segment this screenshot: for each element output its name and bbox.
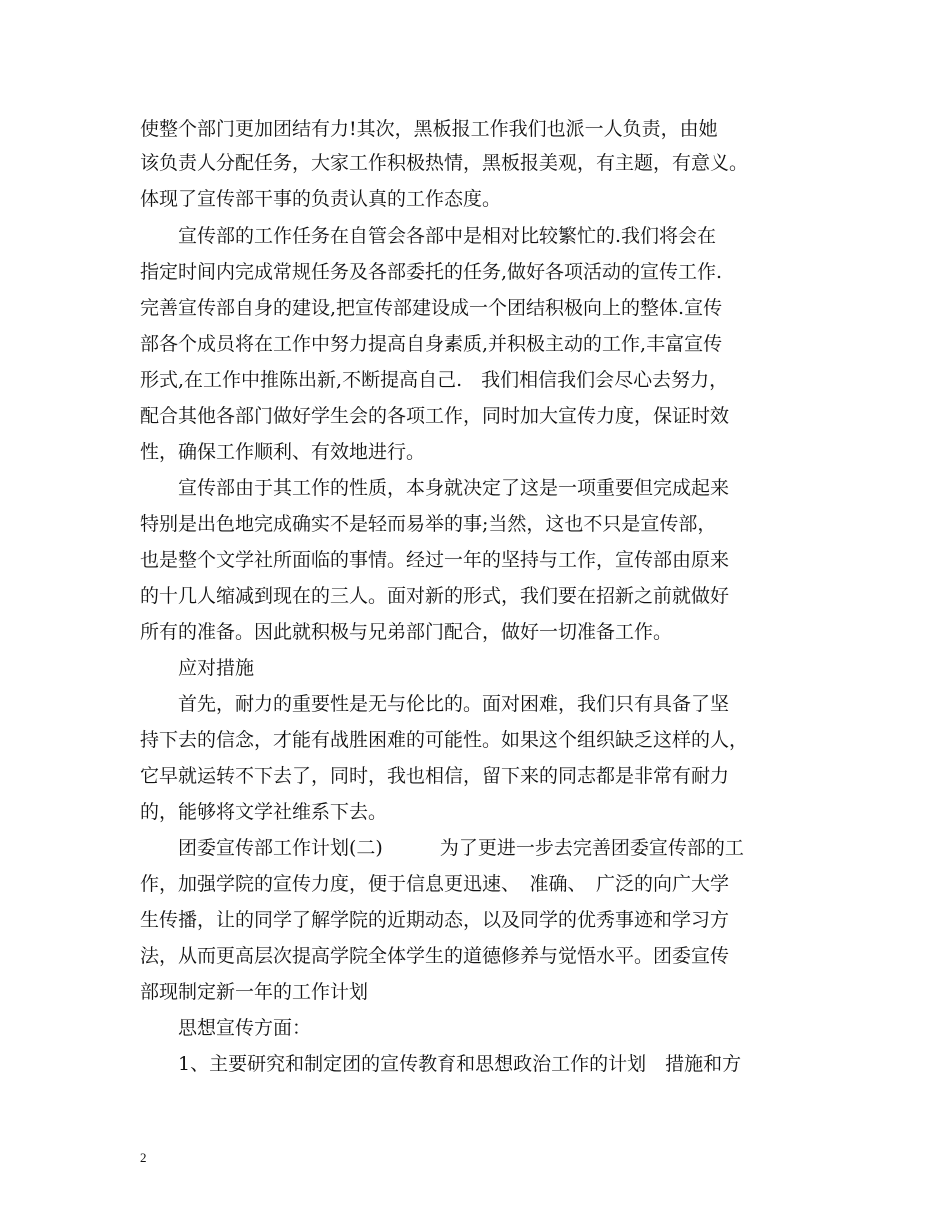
text-line: 宣传部的工作任务在自管会各部中是相对比较繁忙的.我们将会在 [140,225,717,247]
text-line: 生传播，让的同学了解学院的近期动态，以及同学的优秀事迹和学习方 [140,909,730,931]
section-heading: 思想宣传方面： [140,1017,312,1039]
text-line: 持下去的信念，才能有战胜困难的可能性。如果这个组织缺乏这样的人， [140,729,749,751]
text-line: 形式,在工作中推陈出新,不断提高自己. 我们相信我们会尽心去努力， [140,369,729,391]
text-line: 使整个部门更加团结有力!其次，黑板报工作我们也派一人负责，由她 [140,118,718,140]
text-line: 配合其他各部门做好学生会的各项工作，同时加大宣传力度，保证时效 [140,405,730,427]
text-line: 的，能够将文学社维系下去。 [140,801,388,823]
text-line: 特别是出色地完成确实不是轻而易举的事;当然，这也不只是宣传部， [140,513,717,535]
text-line: 性，确保工作顺利、有效地进行。 [140,441,426,463]
text-line: 它早就运转不下去了，同时，我也相信，留下来的同志都是非常有耐力 [140,765,730,787]
text-line: 宣传部由于其工作的性质，本身就决定了这是一项重要但完成起来 [140,477,730,499]
text-line: 首先，耐力的重要性是无与伦比的。面对困难，我们只有具备了坚 [140,693,730,715]
text-line: 完善宣传部自身的建设,把宣传部建设成一个团结积极向上的整体.宣传 [140,297,723,319]
text-line: 1、主要研究和制定团的宣传教育和思想政治工作的计划 措施和方 [140,1053,742,1075]
text-line: 的十几人缩减到现在的三人。面对新的形式，我们要在招新之前就做好 [140,585,730,607]
page-number: 2 [140,1150,147,1165]
section-heading: 应对措施 [140,657,255,679]
text-line: 部现制定新一年的工作计划 [140,981,369,1003]
text-line: 指定时间内完成常规任务及各部委托的任务,做好各项活动的宣传工作. [140,261,723,283]
text-line: 部各个成员将在工作中努力提高自身素质,并积极主动的工作,丰富宣传 [140,333,723,355]
text-line: 法，从而更高层次提高学院全体学生的道德修养与觉悟水平。团委宣传 [140,945,730,967]
text-line: 团委宣传部工作计划(二) 为了更进一步去完善团委宣传部的工 [140,837,744,859]
text-line: 该负责人分配任务，大家工作积极热情，黑板报美观，有主题，有意义。 [140,152,749,174]
text-line: 体现了宣传部干事的负责认真的工作态度。 [140,188,502,210]
text-line: 也是整个文学社所面临的事情。经过一年的坚持与工作，宣传部由原来 [140,549,730,571]
text-line: 所有的准备。因此就积极与兄弟部门配合，做好一切准备工作。 [140,621,673,643]
text-line: 作，加强学院的宣传力度，便于信息更迅速、 准确、 广泛的向广大学 [140,873,730,895]
